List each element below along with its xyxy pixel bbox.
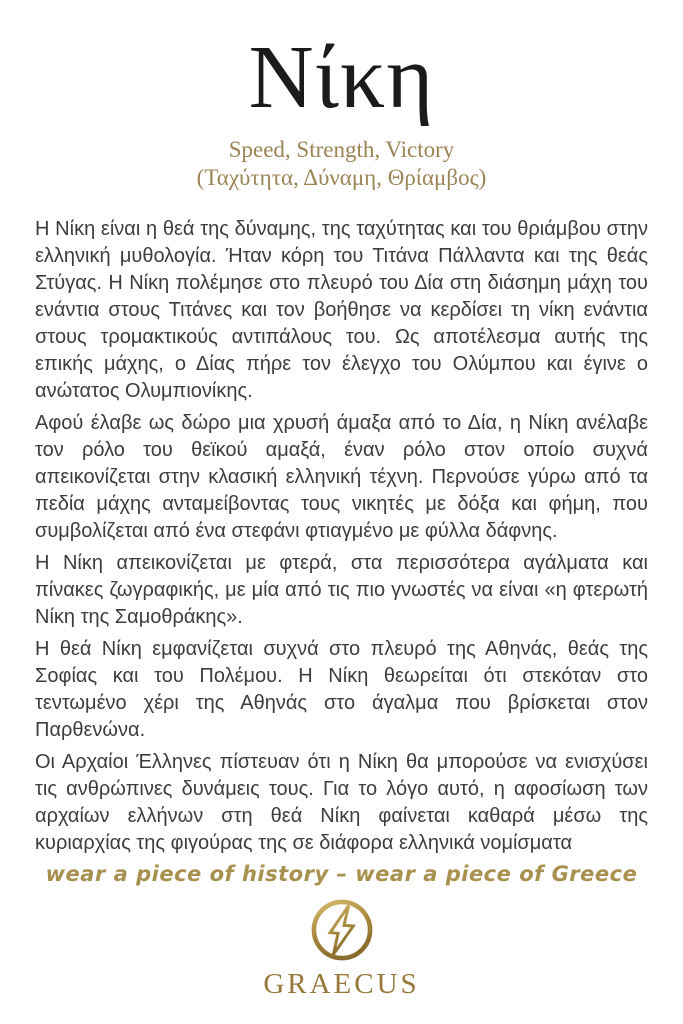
brand-logo (0, 897, 683, 963)
paragraph-athena: Η θεά Νίκη εμφανίζεται συχνά στο πλευρό της Αθηνάς, θεάς της Σοφίας και του Πολέμου. Η Νίκη θεωρείται ότι στεκόταν στο τεντωμένο χέρι της Αθηνάς στο άγαλμα που βρίσκεται στον Παρθενώνα. (35, 637, 648, 741)
subtitle-english: Speed, Strength, Victory (228, 136, 455, 162)
subtitle-greek: (Ταχύτητα, Δύναμη, Θρίαμβος) (196, 164, 487, 190)
paragraph-origin: Η Νίκη είναι η θεά της δύναμης, της ταχύτητας και του θριάμβου στην ελληνική μυθολογία. Ήταν κόρη του Τιτάνα Πάλλαντα και της θεάς Στύγας. Η Νίκη πολέμησε στο πλευρό του Δία στη διάσημη μάχη του ενάντια στους Τιτάνες και τον βοήθησε να κερδίσει τη νίκη ενάντια στους τρομακτικούς αντιπάλους του. Ως αποτέλεσμα αυτής της επικής μάχης, ο Δίας πήρε τον έλεγχο του Ολύμπου και έγινε ο ανώτατος Ολυμπιονίκης. (35, 217, 648, 402)
page-title: Νίκη (248, 28, 435, 127)
subtitle-block (0, 136, 683, 192)
lightning-bolt-icon (330, 905, 353, 954)
brand-tagline: wear a piece of history – wear a piece of Greece (45, 861, 638, 886)
lightning-bolt-circle-icon (309, 897, 375, 963)
brand-name: GRAECUS (263, 967, 420, 1000)
paragraph-coins: Οι Αρχαίοι Έλληνες πίστευαν ότι η Νίκη θα μπορούσε να ενισχύσει τις ανθρώπινες δυνάμεις τους. Για το λόγο αυτό, η αφοσίωση των αρχαίων ελλήνων στη θεά Νίκη φαίνεται καθαρά μέσω της κυριαρχίας της φιγούρας της σε διάφορα ελληνικά νομίσματα (35, 750, 648, 854)
logo-ring (313, 901, 369, 957)
description-text (35, 216, 648, 857)
paragraph-chariot: Αφού έλαβε ως δώρο μια χρυσή άμαξα από το Δία, η Νίκη ανέλαβε τον ρόλο του θεϊκού αμαξά, έναν ρόλο στον οποίο συχνά απεικονίζεται στην κλασική ελληνική τέχνη. Περνούσε γύρω από τα πεδία μάχης ανταμείβοντας τους νικητές με δόξα και φήμη, που συμβολίζεται από ένα στεφάνι φτιαγμένο με φύλλα δάφνης. (35, 411, 648, 542)
paragraph-wings: Η Νίκη απεικονίζεται με φτερά, στα περισσότερα αγάλματα και πίνακες ζωγραφικής, με μία από τις πιο γνωστές να είναι «η φτερωτή Νίκη της Σαμοθράκης». (35, 551, 648, 628)
